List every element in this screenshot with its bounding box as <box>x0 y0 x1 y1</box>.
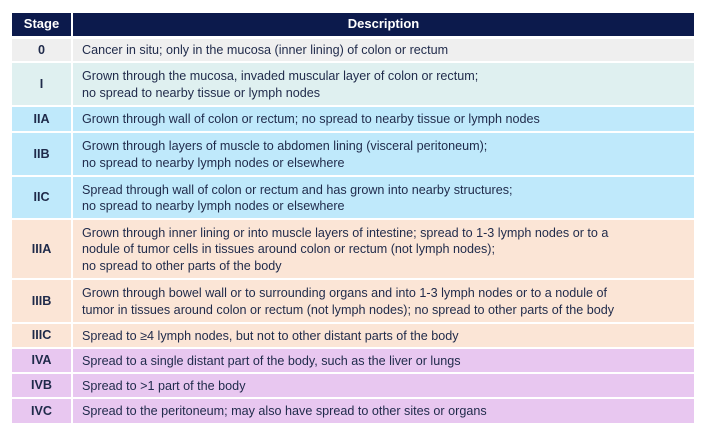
description-line: Grown through the mucosa, invaded muscular layer of colon or rectum; <box>82 69 479 83</box>
description-line: no spread to nearby lymph nodes or elsewhere <box>82 155 345 170</box>
description-cell <box>73 220 694 278</box>
description-line: Grown through wall of colon or rectum; no spread to nearby tissue or lymph nodes <box>82 112 540 127</box>
description-line: Spread to a single distant part of the body, such as the liver or lungs <box>82 353 461 368</box>
stage-cell: 0 <box>12 39 73 61</box>
stage-cell: IIIB <box>12 280 73 322</box>
table-row-stage-IIB <box>12 133 694 177</box>
table-row-stage-I <box>12 63 694 107</box>
table-header <box>12 13 694 39</box>
description-cell <box>73 324 694 347</box>
description-line: Spread to the peritoneum; may also have spread to other sites or organs <box>82 404 487 419</box>
staging-table <box>12 13 694 423</box>
description-cell <box>73 63 694 105</box>
description-line: no spread to nearby lymph nodes or elsewhere <box>82 199 345 213</box>
table-row-stage-IIIC <box>12 324 694 349</box>
description-line: Grown through bowel wall or to surrounding organs and into 1-3 lymph nodes or to a nodule of <box>82 286 608 300</box>
header-description: Description <box>347 16 420 32</box>
description-line: nodule of tumor cells in tissues around colon or rectum (not lymph nodes); <box>82 242 495 257</box>
header-stage: Stage <box>12 13 73 36</box>
description-line: Spread to >1 part of the body <box>82 378 246 393</box>
description-line: Spread to ≥4 lymph nodes, but not to other distant parts of the body <box>82 328 459 343</box>
stage-cell: IIC <box>12 177 73 218</box>
description-line: Spread through wall of colon or rectum and has grown into nearby structures; <box>82 182 513 197</box>
table-row-stage-IIA <box>12 107 694 133</box>
description-cell <box>73 177 694 218</box>
table-row-stage-IVA <box>12 349 694 374</box>
table-row-stage-0 <box>12 39 694 63</box>
description-cell <box>73 133 694 175</box>
stage-cell: IIIA <box>12 220 73 278</box>
description-line: Cancer in situ; only in the mucosa (inner lining) of colon or rectum <box>82 43 449 58</box>
stage-cell: IVC <box>12 399 73 423</box>
table-row-stage-IVC <box>12 399 694 423</box>
stage-cell: I <box>12 63 73 105</box>
stage-cell: IIA <box>12 107 73 131</box>
table-row-stage-IVB <box>12 374 694 399</box>
description-line: Grown through inner lining or into muscle layers of intestine; spread to 1-3 lymph nodes or to a <box>82 225 609 240</box>
description-line: no spread to other parts of the body <box>82 258 282 273</box>
table-row-stage-IIIB <box>12 280 694 324</box>
description-cell <box>73 39 694 61</box>
description-line: no spread to nearby tissue or lymph nodes <box>82 85 321 100</box>
stage-cell: IIB <box>12 133 73 175</box>
description-line: tumor in tissues around colon or rectum (not lymph nodes); no spread to other parts of the body <box>82 302 615 317</box>
stage-cell: IIIC <box>12 324 73 347</box>
stage-cell: IVA <box>12 349 73 372</box>
description-cell <box>73 374 694 397</box>
stage-cell: IVB <box>12 374 73 397</box>
description-cell <box>73 349 694 372</box>
table-row-stage-IIC <box>12 177 694 220</box>
table-row-stage-IIIA <box>12 220 694 280</box>
description-cell <box>73 399 694 423</box>
description-cell <box>73 107 694 131</box>
description-line: Grown through layers of muscle to abdomen lining (visceral peritoneum); <box>82 139 488 153</box>
description-cell <box>73 280 694 322</box>
